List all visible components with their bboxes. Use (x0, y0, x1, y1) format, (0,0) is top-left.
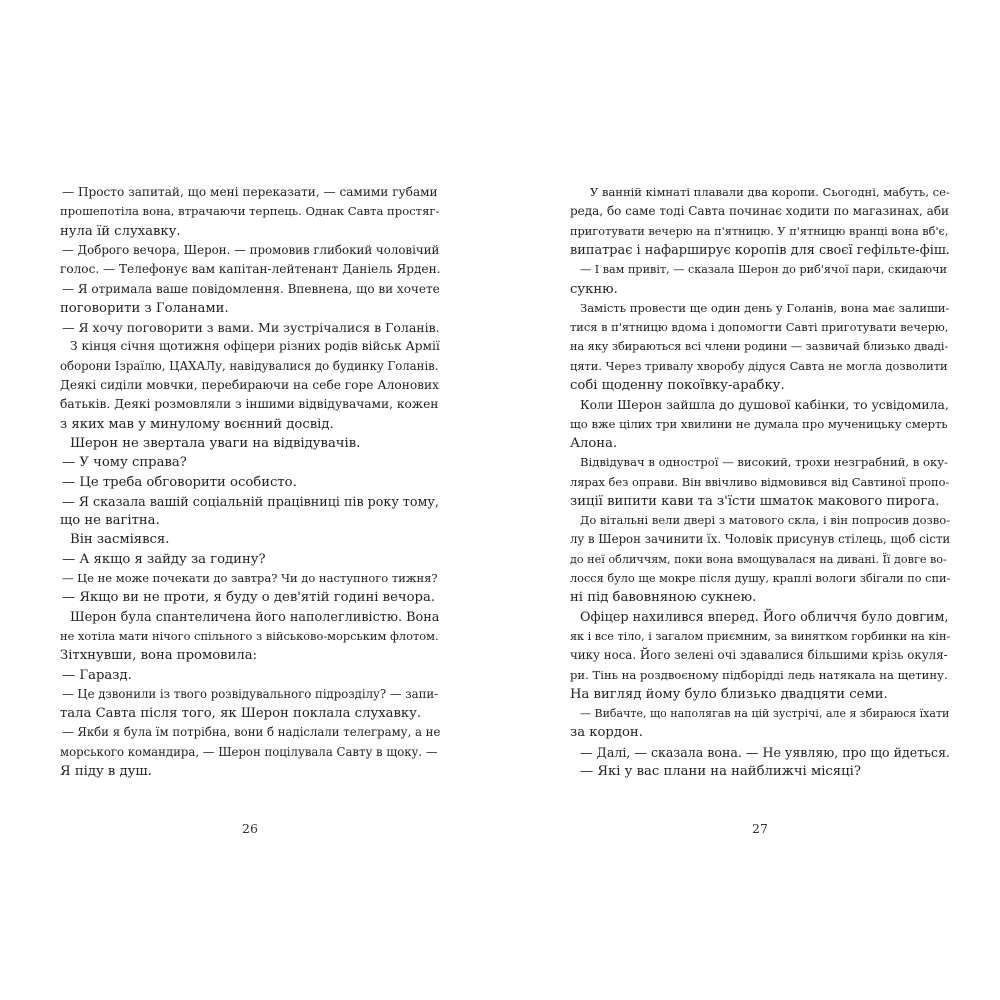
text-line: — Я хочу поговорити з вами. Ми зустрічалися в Голанів. (62, 320, 440, 336)
text-line: лярах без оправи. Він ввічливо відмовився від Савтиної пропо- (570, 474, 950, 489)
text-line: Я піду в душ. (60, 764, 152, 779)
text-line: Замість провести ще один день у Голанів, вона має залиши- (580, 300, 950, 315)
text-line: — Це треба обговорити особисто. (62, 474, 297, 490)
text-line: на яку збираються всі члени родини — зазвичай близько дваді- (570, 340, 949, 354)
text-line: Деякі сиділи мовчки, перебираючи на себе горе Алонових (60, 378, 440, 392)
text-line: приготувати вечерю на п'ятницю. У п'ятницю вранці вона вб'є, (570, 224, 949, 238)
text-line: за кордон. (570, 725, 643, 741)
text-line: Алона. (570, 435, 618, 451)
text-line: голос. — Телефонує вам капітан-лейтенант Даніель Ярден. (60, 262, 441, 277)
text-line: лу в Шерон зачинити їх. Чоловік присунув стілець, щоб сісти (570, 532, 951, 547)
text-line: — Вибачте, що наполягав на цій зустрічі, але я збираюся їхати (580, 707, 950, 721)
text-line: собі щоденну покоївку-арабку. (570, 378, 785, 393)
text-line: нула їй слухавку. (60, 223, 181, 239)
text-line: Шерон була спантеличена його наполегливістю. Вона (70, 609, 440, 625)
text-line: — І вам привіт, — сказала Шерон до риб'ячої пари, скидаючи (580, 263, 947, 277)
text-line: з яких мав у минулому воєнний досвід. (60, 416, 334, 432)
text-line: — Це дзвонили із твого розвідувального підрозділу? — запи- (62, 686, 439, 701)
text-line: прошепотіла вона, втрачаючи терпець. Однак Савта простяг- (60, 204, 440, 219)
text-line: ри. Тінь на роздвоєному підборідді ледь натякала на щетину. (570, 667, 948, 682)
text-line: тала Савта після того, як Шерон поклала слухавку. (60, 706, 422, 722)
text-line: — Які у вас плани на найближчі місяці? (580, 764, 861, 779)
text-line: не хотіла мати нічого спільного з військово-морським флотом. (60, 628, 439, 643)
text-line: реда, бо саме тоді Савта починає ходити по магазинах, аби (570, 204, 950, 219)
text-line: — Я отримала ваше повідомлення. Впевнена, що ви хочете (62, 281, 440, 296)
text-line: На вигляд йому було близько двадцяти семи. (570, 686, 888, 702)
text-line: Зітхнувши, вона промовила: (60, 648, 258, 664)
text-line: тися в п'ятницю вдома і допомогти Савті приготувати вечерю, (570, 320, 949, 335)
text-line: чику носа. Його зелені очі здавалися більшими крізь окуля- (570, 648, 948, 663)
text-line: Шерон не звертала уваги на відвідувачів. (70, 435, 361, 451)
text-line: лосся було ще мокре після душу, краплі вологи збігали по спи- (570, 572, 951, 585)
text-line: — Далі, — сказала вона. — Не уявляю, про що йдеться. (580, 744, 951, 760)
text-line: зиції випити кави та з'їсти шматок макового пирога. (570, 493, 940, 509)
text-line: — Доброго вечора, Шерон. — промовив глибокий чоловічий (62, 242, 440, 257)
text-line: — Гаразд. (62, 667, 132, 683)
text-line: До вітальні вели двері з матового скла, і він попросив дозво- (580, 513, 951, 528)
text-line: морського командира, — Шерон поцілувала Савту в щоку. — (60, 744, 438, 759)
text-line: випатрає і нафарширує коропів для своєї гефільте-фіш. (570, 242, 950, 258)
text-line: поговорити з Голанами. (60, 300, 229, 316)
text-line: — Просто запитай, що мені переказати, — самими губами (62, 185, 438, 199)
text-line: — У чому справа? (62, 455, 187, 471)
text-line: — Якщо ви не проти, я буду о дев'ятій годині вечора. (62, 590, 436, 606)
text-line: як і все тіло, і загалом приємним, за винятком горбинки на кін- (570, 629, 951, 643)
text-line: сукню. (570, 281, 618, 297)
text-line: що вже цілих три хвилини не думала про мученицьку смерть (570, 416, 948, 431)
text-line: — Це не може почекати до завтра? Чи до наступного тижня? (62, 571, 438, 585)
text-line: Офіцер нахилився вперед. Його обличчя було довгим, (580, 609, 949, 625)
text-line: Відвідувач в однострої — високий, трохи незграбний, в оку- (580, 455, 948, 470)
text-line: У ванній кімнаті плавали два коропи. Сьогодні, мабуть, се- (590, 185, 950, 199)
text-line: що не вагітна. (60, 513, 160, 529)
text-line: Коли Шерон зайшла до душової кабінки, то усвідомила, (580, 397, 949, 413)
text-line: — Якби я була їм потрібна, вони б надіслали телеграму, а не (62, 725, 441, 740)
text-line: цяти. Через тривалу хворобу дідуся Савта не могла дозволити (570, 358, 948, 373)
right-page-number: 27 (752, 821, 768, 836)
text-line: батьків. Деякі розмовляли з іншими відвідувачами, кожен (60, 397, 439, 412)
text-line: ні під бавовняною сукнею. (570, 590, 757, 606)
left-page-number: 26 (242, 821, 258, 836)
text-line: — А якщо я зайду за годину? (62, 551, 266, 567)
text-line: — Я сказала вашій соціальній працівниці пів року тому, (62, 493, 439, 509)
text-line: Він засміявся. (70, 532, 170, 548)
text-line: З кінця січня щотижня офіцери різних родів військ Армії (70, 339, 440, 354)
text-line: до неї обличчям, поки вона вмощувалася на дивані. Її довге во- (570, 552, 947, 566)
text-line: оборони Ізраїлю, ЦАХАЛу, навідувалися до будинку Голанів. (60, 358, 439, 373)
